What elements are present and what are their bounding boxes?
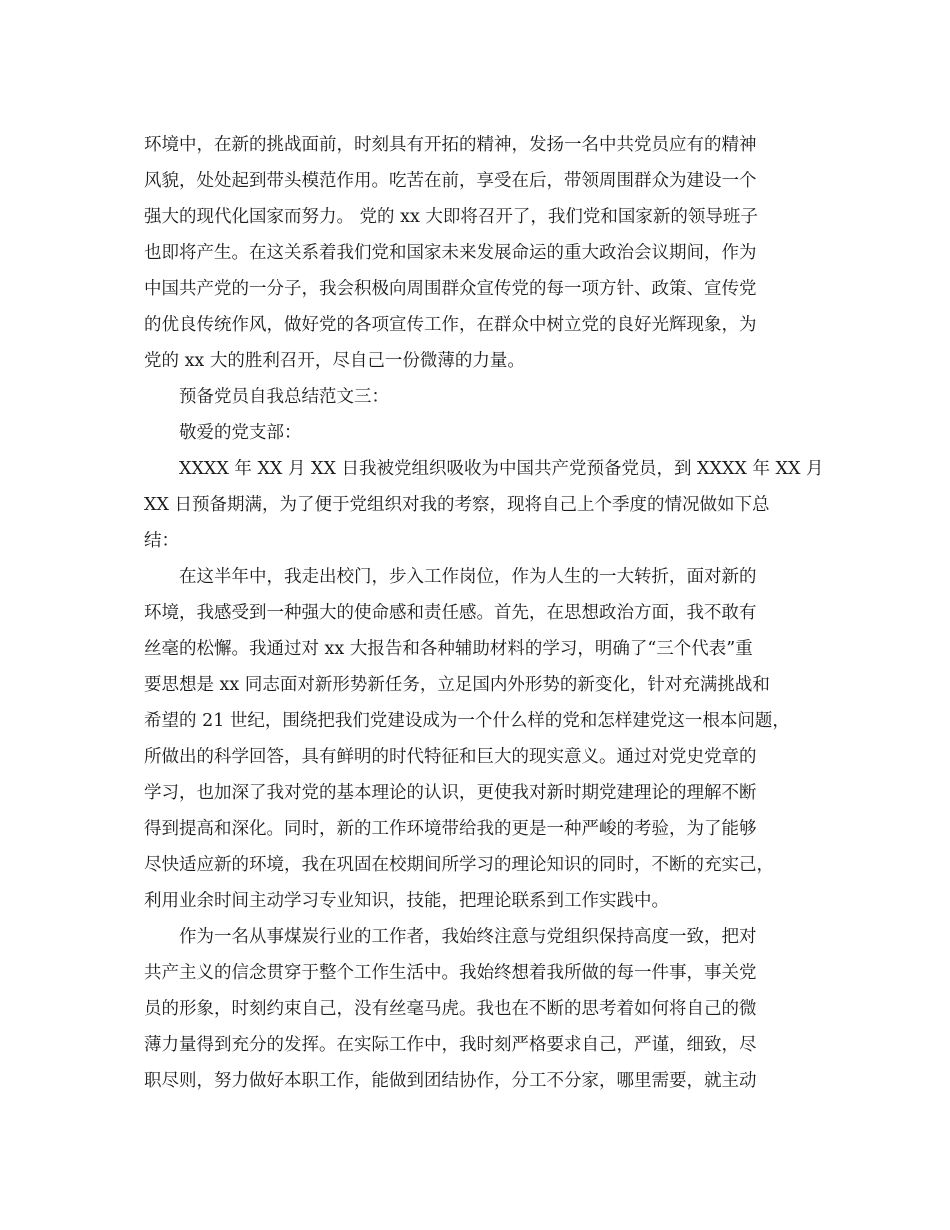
text-line: 利用业余时间主动学习专业知识，技能，把理论联系到工作实践中。 <box>144 891 669 911</box>
text-line: 丝毫的松懈。我通过对 xx 大报告和各种辅助材料的学习，明确了“三个代表”重 <box>144 639 753 659</box>
text-line: 作为一名从事煤炭行业的工作者，我始终注意与党组织保持高度一致，把对 <box>179 927 757 947</box>
document-body <box>144 127 824 1099</box>
text-line: 强大的现代化国家而努力。 党的 xx 大即将召开了，我们党和国家新的领导班子 <box>144 207 758 227</box>
text-line: 也即将产生。在这关系着我们党和国家未来发展命运的重大政治会议期间，作为 <box>144 243 757 263</box>
text-line: 员的形象，时刻约束自己，没有丝毫马虎。我也在不断的思考着如何将自己的微 <box>144 999 757 1019</box>
text-line: 得到提高和深化。同时，新的工作环境带给我的更是一种严峻的考验，为了能够 <box>144 819 757 839</box>
text-line: 共产主义的信念贯穿于整个工作生活中。我始终想着我所做的每一件事，事关党 <box>144 963 757 983</box>
text-line: 所做出的科学回答，具有鲜明的时代特征和巨大的现实意义。通过对党史党章的 <box>144 747 757 767</box>
text-line: 在这半年中，我走出校门，步入工作岗位，作为人生的一大转折，面对新的 <box>179 567 757 587</box>
text-line: 的优良传统作风，做好党的各项宣传工作，在群众中树立党的良好光辉现象，为 <box>144 315 757 335</box>
text-line: 结： <box>144 531 179 551</box>
section-heading: 预备党员自我总结范文三： <box>179 387 389 407</box>
text-line: 风貌，处处起到带头模范作用。吃苦在前，享受在后，带领周围群众为建设一个 <box>144 171 757 191</box>
text-line: 尽快适应新的环境，我在巩固在校期间所学习的理论知识的同时，不断的充实己， <box>144 855 774 875</box>
text-line: XXXX 年 XX 月 XX 日我被党组织吸收为中国共产党预备党员，到 XXXX 年 XX 月 <box>179 459 824 479</box>
text-line: 学习，也加深了我对党的基本理论的认识，更使我对新时期党建理论的理解不断 <box>144 783 757 803</box>
text-line: 薄力量得到充分的发挥。在实际工作中，我时刻严格要求自己，严谨，细致，尽 <box>144 1035 757 1055</box>
text-line: 要思想是 xx 同志面对新形势新任务，立足国内外形势的新变化，针对充满挑战和 <box>144 675 770 695</box>
text-line: 环境中，在新的挑战面前，时刻具有开拓的精神，发扬一名中共党员应有的精神 <box>144 135 757 155</box>
text-line: 职尽则，努力做好本职工作，能做到团结协作，分工不分家，哪里需要，就主动 <box>144 1071 757 1091</box>
text-line: XX 日预备期满，为了便于党组织对我的考察，现将自己上个季度的情况做如下总 <box>144 495 770 515</box>
text-line: 党的 xx 大的胜利召开，尽自己一份微薄的力量。 <box>144 351 525 371</box>
text-line: 环境，我感受到一种强大的使命感和责任感。首先，在思想政治方面，我不敢有 <box>144 603 757 623</box>
salutation: 敬爱的党支部： <box>179 423 302 443</box>
text-line: 希望的 21 世纪，围绕把我们党建设成为一个什么样的党和怎样建党这一根本问题， <box>144 711 790 731</box>
text-line: 中国共产党的一分子，我会积极向周围群众宣传党的每一项方针、政策、宣传党 <box>144 279 757 299</box>
